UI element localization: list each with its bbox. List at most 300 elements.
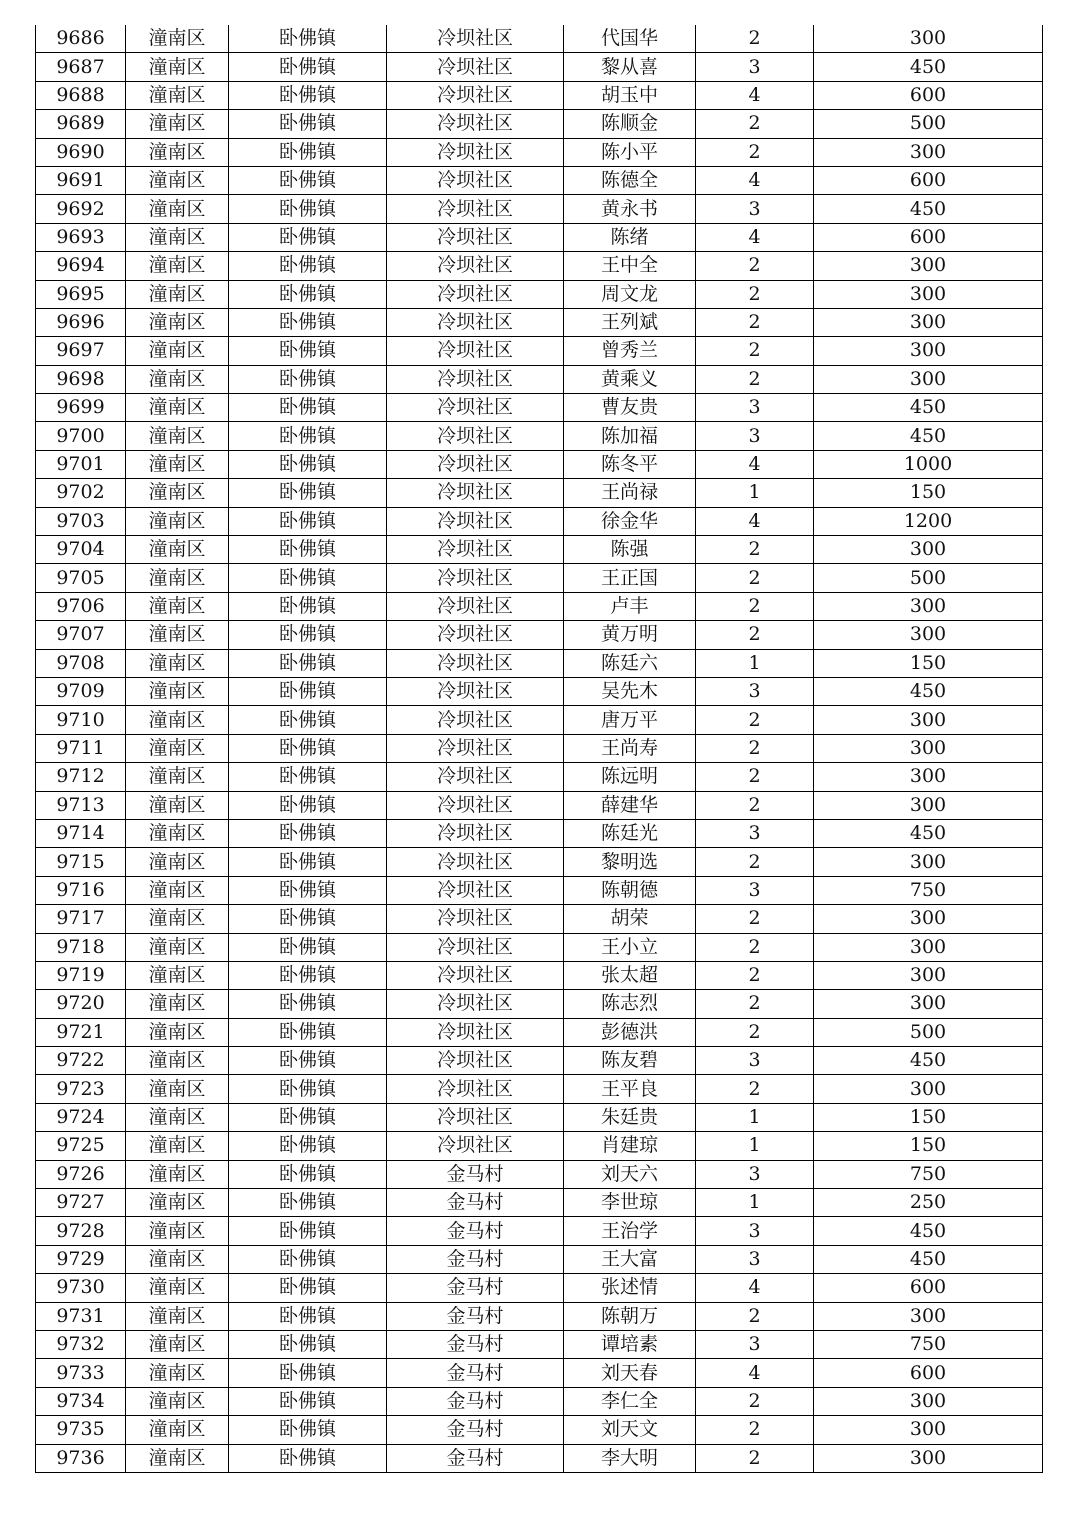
row-number-cell: 9692: [36, 195, 126, 223]
name-cell: 陈廷六: [564, 649, 696, 677]
name-cell: 陈志烈: [564, 990, 696, 1018]
name-cell: 王尚寿: [564, 734, 696, 762]
district-cell: 潼南区: [126, 791, 229, 819]
table-row: [36, 933, 1043, 961]
row-number-cell: 9709: [36, 677, 126, 705]
household-size-cell: 1: [696, 479, 814, 507]
household-size-cell: 3: [696, 1047, 814, 1075]
amount-cell: 300: [814, 848, 1043, 876]
amount-cell: 500: [814, 1018, 1043, 1046]
amount-cell: 300: [814, 706, 1043, 734]
district-cell: 潼南区: [126, 1387, 229, 1415]
amount-cell: 300: [814, 905, 1043, 933]
name-cell: 陈远明: [564, 763, 696, 791]
amount-cell: 600: [814, 223, 1043, 251]
district-cell: 潼南区: [126, 25, 229, 53]
name-cell: 唐万平: [564, 706, 696, 734]
table-row: [36, 1359, 1043, 1387]
table-row: [36, 905, 1043, 933]
district-cell: 潼南区: [126, 53, 229, 81]
community-cell: 冷坝社区: [387, 479, 564, 507]
household-size-cell: 2: [696, 734, 814, 762]
name-cell: 陈加福: [564, 422, 696, 450]
district-cell: 潼南区: [126, 536, 229, 564]
town-cell: 卧佛镇: [229, 450, 387, 478]
community-cell: 冷坝社区: [387, 1132, 564, 1160]
town-cell: 卧佛镇: [229, 876, 387, 904]
town-cell: 卧佛镇: [229, 1103, 387, 1131]
amount-cell: 450: [814, 53, 1043, 81]
district-cell: 潼南区: [126, 1103, 229, 1131]
community-cell: 冷坝社区: [387, 536, 564, 564]
amount-cell: 450: [814, 1217, 1043, 1245]
household-size-cell: 2: [696, 763, 814, 791]
household-size-cell: 3: [696, 819, 814, 847]
household-size-cell: 2: [696, 706, 814, 734]
household-size-cell: 2: [696, 110, 814, 138]
amount-cell: 300: [814, 734, 1043, 762]
table-row: [36, 990, 1043, 1018]
household-size-cell: 2: [696, 365, 814, 393]
town-cell: 卧佛镇: [229, 706, 387, 734]
town-cell: 卧佛镇: [229, 280, 387, 308]
town-cell: 卧佛镇: [229, 564, 387, 592]
household-size-cell: 2: [696, 621, 814, 649]
town-cell: 卧佛镇: [229, 1245, 387, 1273]
name-cell: 黄万明: [564, 621, 696, 649]
name-cell: 陈小平: [564, 138, 696, 166]
name-cell: 胡荣: [564, 905, 696, 933]
household-size-cell: 3: [696, 53, 814, 81]
table-row: [36, 819, 1043, 847]
name-cell: 黄乘义: [564, 365, 696, 393]
name-cell: 王中全: [564, 252, 696, 280]
table-row: [36, 564, 1043, 592]
household-size-cell: 4: [696, 166, 814, 194]
town-cell: 卧佛镇: [229, 1160, 387, 1188]
community-cell: 冷坝社区: [387, 1075, 564, 1103]
community-cell: 冷坝社区: [387, 933, 564, 961]
town-cell: 卧佛镇: [229, 1444, 387, 1472]
row-number-cell: 9719: [36, 961, 126, 989]
table-row: [36, 308, 1043, 336]
household-size-cell: 2: [696, 1075, 814, 1103]
row-number-cell: 9706: [36, 592, 126, 620]
name-cell: 曾秀兰: [564, 337, 696, 365]
district-cell: 潼南区: [126, 933, 229, 961]
row-number-cell: 9716: [36, 876, 126, 904]
town-cell: 卧佛镇: [229, 1132, 387, 1160]
community-cell: 金马村: [387, 1217, 564, 1245]
district-cell: 潼南区: [126, 195, 229, 223]
household-size-cell: 4: [696, 507, 814, 535]
amount-cell: 300: [814, 621, 1043, 649]
community-cell: 冷坝社区: [387, 223, 564, 251]
name-cell: 徐金华: [564, 507, 696, 535]
town-cell: 卧佛镇: [229, 1189, 387, 1217]
table-row: [36, 1075, 1043, 1103]
town-cell: 卧佛镇: [229, 1359, 387, 1387]
household-size-cell: 3: [696, 394, 814, 422]
community-cell: 冷坝社区: [387, 592, 564, 620]
household-size-cell: 1: [696, 649, 814, 677]
row-number-cell: 9704: [36, 536, 126, 564]
district-cell: 潼南区: [126, 1302, 229, 1330]
name-cell: 陈冬平: [564, 450, 696, 478]
household-size-cell: 4: [696, 450, 814, 478]
district-cell: 潼南区: [126, 1189, 229, 1217]
community-cell: 冷坝社区: [387, 1018, 564, 1046]
amount-cell: 450: [814, 422, 1043, 450]
town-cell: 卧佛镇: [229, 1416, 387, 1444]
row-number-cell: 9686: [36, 25, 126, 53]
household-size-cell: 2: [696, 990, 814, 1018]
name-cell: 薛建华: [564, 791, 696, 819]
town-cell: 卧佛镇: [229, 791, 387, 819]
name-cell: 刘天文: [564, 1416, 696, 1444]
household-size-cell: 3: [696, 195, 814, 223]
row-number-cell: 9723: [36, 1075, 126, 1103]
district-cell: 潼南区: [126, 422, 229, 450]
name-cell: 李仁全: [564, 1387, 696, 1415]
row-number-cell: 9691: [36, 166, 126, 194]
table-row: [36, 1047, 1043, 1075]
name-cell: 刘天六: [564, 1160, 696, 1188]
community-cell: 冷坝社区: [387, 677, 564, 705]
community-cell: 冷坝社区: [387, 876, 564, 904]
name-cell: 陈德全: [564, 166, 696, 194]
community-cell: 金马村: [387, 1160, 564, 1188]
row-number-cell: 9720: [36, 990, 126, 1018]
community-cell: 冷坝社区: [387, 394, 564, 422]
community-cell: 冷坝社区: [387, 848, 564, 876]
household-size-cell: 1: [696, 1189, 814, 1217]
household-size-cell: 2: [696, 791, 814, 819]
community-cell: 冷坝社区: [387, 621, 564, 649]
amount-cell: 450: [814, 394, 1043, 422]
district-cell: 潼南区: [126, 1047, 229, 1075]
community-cell: 冷坝社区: [387, 763, 564, 791]
district-cell: 潼南区: [126, 990, 229, 1018]
table-row: [36, 25, 1043, 53]
district-cell: 潼南区: [126, 734, 229, 762]
district-cell: 潼南区: [126, 649, 229, 677]
row-number-cell: 9734: [36, 1387, 126, 1415]
community-cell: 冷坝社区: [387, 110, 564, 138]
row-number-cell: 9697: [36, 337, 126, 365]
name-cell: 吴先木: [564, 677, 696, 705]
district-cell: 潼南区: [126, 252, 229, 280]
table-row: [36, 1330, 1043, 1358]
row-number-cell: 9727: [36, 1189, 126, 1217]
household-size-cell: 3: [696, 677, 814, 705]
amount-cell: 450: [814, 1047, 1043, 1075]
community-cell: 金马村: [387, 1330, 564, 1358]
household-size-cell: 2: [696, 1416, 814, 1444]
table-row: [36, 110, 1043, 138]
community-cell: 冷坝社区: [387, 53, 564, 81]
table-row: [36, 592, 1043, 620]
amount-cell: 300: [814, 252, 1043, 280]
amount-cell: 1000: [814, 450, 1043, 478]
amount-cell: 300: [814, 280, 1043, 308]
community-cell: 冷坝社区: [387, 990, 564, 1018]
table-row: [36, 450, 1043, 478]
district-cell: 潼南区: [126, 677, 229, 705]
community-cell: 金马村: [387, 1359, 564, 1387]
name-cell: 黄永书: [564, 195, 696, 223]
town-cell: 卧佛镇: [229, 649, 387, 677]
table-row: [36, 1132, 1043, 1160]
table-row: [36, 1416, 1043, 1444]
amount-cell: 300: [814, 1387, 1043, 1415]
town-cell: 卧佛镇: [229, 337, 387, 365]
town-cell: 卧佛镇: [229, 1075, 387, 1103]
row-number-cell: 9713: [36, 791, 126, 819]
amount-cell: 300: [814, 592, 1043, 620]
name-cell: 肖建琼: [564, 1132, 696, 1160]
household-size-cell: 2: [696, 252, 814, 280]
table-row: [36, 848, 1043, 876]
community-cell: 冷坝社区: [387, 450, 564, 478]
table-row: [36, 1103, 1043, 1131]
district-cell: 潼南区: [126, 1330, 229, 1358]
district-cell: 潼南区: [126, 337, 229, 365]
district-cell: 潼南区: [126, 507, 229, 535]
household-size-cell: 3: [696, 422, 814, 450]
table-row: [36, 166, 1043, 194]
community-cell: 冷坝社区: [387, 81, 564, 109]
household-size-cell: 2: [696, 536, 814, 564]
household-size-cell: 3: [696, 1330, 814, 1358]
row-number-cell: 9732: [36, 1330, 126, 1358]
table-row: [36, 1018, 1043, 1046]
table-row: [36, 479, 1043, 507]
amount-cell: 150: [814, 1132, 1043, 1160]
table-row: [36, 507, 1043, 535]
community-cell: 金马村: [387, 1416, 564, 1444]
community-cell: 冷坝社区: [387, 706, 564, 734]
district-cell: 潼南区: [126, 1132, 229, 1160]
name-cell: 张太超: [564, 961, 696, 989]
district-cell: 潼南区: [126, 394, 229, 422]
town-cell: 卧佛镇: [229, 1018, 387, 1046]
town-cell: 卧佛镇: [229, 223, 387, 251]
household-size-cell: 1: [696, 1132, 814, 1160]
town-cell: 卧佛镇: [229, 905, 387, 933]
district-cell: 潼南区: [126, 1245, 229, 1273]
name-cell: 陈友碧: [564, 1047, 696, 1075]
table-row: [36, 1160, 1043, 1188]
community-cell: 冷坝社区: [387, 564, 564, 592]
table-row: [36, 365, 1043, 393]
row-number-cell: 9693: [36, 223, 126, 251]
row-number-cell: 9735: [36, 1416, 126, 1444]
community-cell: 冷坝社区: [387, 25, 564, 53]
town-cell: 卧佛镇: [229, 138, 387, 166]
town-cell: 卧佛镇: [229, 308, 387, 336]
row-number-cell: 9708: [36, 649, 126, 677]
table-row: [36, 252, 1043, 280]
name-cell: 王列斌: [564, 308, 696, 336]
community-cell: 金马村: [387, 1245, 564, 1273]
community-cell: 冷坝社区: [387, 819, 564, 847]
district-cell: 潼南区: [126, 280, 229, 308]
row-number-cell: 9694: [36, 252, 126, 280]
household-size-cell: 3: [696, 1217, 814, 1245]
amount-cell: 600: [814, 81, 1043, 109]
household-size-cell: 2: [696, 933, 814, 961]
district-cell: 潼南区: [126, 621, 229, 649]
amount-cell: 1200: [814, 507, 1043, 535]
community-cell: 冷坝社区: [387, 308, 564, 336]
table-row: [36, 1189, 1043, 1217]
name-cell: 胡玉中: [564, 81, 696, 109]
table-row: [36, 649, 1043, 677]
town-cell: 卧佛镇: [229, 507, 387, 535]
community-cell: 冷坝社区: [387, 166, 564, 194]
name-cell: 陈绪: [564, 223, 696, 251]
town-cell: 卧佛镇: [229, 848, 387, 876]
name-cell: 黎从喜: [564, 53, 696, 81]
community-cell: 冷坝社区: [387, 138, 564, 166]
table-row: [36, 422, 1043, 450]
district-cell: 潼南区: [126, 905, 229, 933]
table-row: [36, 706, 1043, 734]
row-number-cell: 9711: [36, 734, 126, 762]
table-row: [36, 791, 1043, 819]
town-cell: 卧佛镇: [229, 1217, 387, 1245]
community-cell: 冷坝社区: [387, 365, 564, 393]
district-cell: 潼南区: [126, 819, 229, 847]
community-cell: 金马村: [387, 1444, 564, 1472]
table-row: [36, 394, 1043, 422]
district-cell: 潼南区: [126, 592, 229, 620]
community-cell: 冷坝社区: [387, 961, 564, 989]
household-size-cell: 2: [696, 337, 814, 365]
table-row: [36, 621, 1043, 649]
amount-cell: 450: [814, 819, 1043, 847]
district-cell: 潼南区: [126, 81, 229, 109]
district-cell: 潼南区: [126, 706, 229, 734]
community-cell: 金马村: [387, 1302, 564, 1330]
table-row: [36, 81, 1043, 109]
community-cell: 金马村: [387, 1274, 564, 1302]
amount-cell: 300: [814, 365, 1043, 393]
town-cell: 卧佛镇: [229, 763, 387, 791]
row-number-cell: 9731: [36, 1302, 126, 1330]
row-number-cell: 9725: [36, 1132, 126, 1160]
name-cell: 陈廷光: [564, 819, 696, 847]
row-number-cell: 9690: [36, 138, 126, 166]
table-row: [36, 1444, 1043, 1472]
name-cell: 陈顺金: [564, 110, 696, 138]
name-cell: 刘天春: [564, 1359, 696, 1387]
household-size-cell: 2: [696, 1018, 814, 1046]
amount-cell: 450: [814, 195, 1043, 223]
town-cell: 卧佛镇: [229, 621, 387, 649]
row-number-cell: 9728: [36, 1217, 126, 1245]
community-cell: 冷坝社区: [387, 422, 564, 450]
name-cell: 李世琼: [564, 1189, 696, 1217]
district-cell: 潼南区: [126, 166, 229, 194]
name-cell: 陈强: [564, 536, 696, 564]
household-size-cell: 2: [696, 1444, 814, 1472]
community-cell: 冷坝社区: [387, 905, 564, 933]
row-number-cell: 9710: [36, 706, 126, 734]
row-number-cell: 9722: [36, 1047, 126, 1075]
amount-cell: 300: [814, 961, 1043, 989]
household-size-cell: 3: [696, 1160, 814, 1188]
district-cell: 潼南区: [126, 1359, 229, 1387]
name-cell: 王小立: [564, 933, 696, 961]
amount-cell: 300: [814, 1075, 1043, 1103]
amount-cell: 450: [814, 1245, 1043, 1273]
district-cell: 潼南区: [126, 1075, 229, 1103]
row-number-cell: 9695: [36, 280, 126, 308]
row-number-cell: 9717: [36, 905, 126, 933]
town-cell: 卧佛镇: [229, 422, 387, 450]
row-number-cell: 9707: [36, 621, 126, 649]
town-cell: 卧佛镇: [229, 1274, 387, 1302]
table-row: [36, 138, 1043, 166]
town-cell: 卧佛镇: [229, 394, 387, 422]
town-cell: 卧佛镇: [229, 933, 387, 961]
table-row: [36, 1274, 1043, 1302]
amount-cell: 300: [814, 1416, 1043, 1444]
community-cell: 冷坝社区: [387, 252, 564, 280]
name-cell: 卢丰: [564, 592, 696, 620]
amount-cell: 600: [814, 1274, 1043, 1302]
household-size-cell: 4: [696, 81, 814, 109]
town-cell: 卧佛镇: [229, 479, 387, 507]
amount-cell: 300: [814, 138, 1043, 166]
district-cell: 潼南区: [126, 876, 229, 904]
amount-cell: 750: [814, 876, 1043, 904]
district-cell: 潼南区: [126, 1444, 229, 1472]
row-number-cell: 9714: [36, 819, 126, 847]
district-cell: 潼南区: [126, 1018, 229, 1046]
household-size-cell: 4: [696, 1274, 814, 1302]
row-number-cell: 9729: [36, 1245, 126, 1273]
name-cell: 王平良: [564, 1075, 696, 1103]
amount-cell: 300: [814, 1302, 1043, 1330]
community-cell: 金马村: [387, 1387, 564, 1415]
table-row: [36, 280, 1043, 308]
district-cell: 潼南区: [126, 1160, 229, 1188]
amount-cell: 300: [814, 933, 1043, 961]
row-number-cell: 9733: [36, 1359, 126, 1387]
name-cell: 陈朝德: [564, 876, 696, 904]
amount-cell: 300: [814, 337, 1043, 365]
name-cell: 黎明选: [564, 848, 696, 876]
community-cell: 冷坝社区: [387, 507, 564, 535]
name-cell: 李大明: [564, 1444, 696, 1472]
household-size-cell: 2: [696, 25, 814, 53]
row-number-cell: 9702: [36, 479, 126, 507]
name-cell: 代国华: [564, 25, 696, 53]
row-number-cell: 9688: [36, 81, 126, 109]
name-cell: 陈朝万: [564, 1302, 696, 1330]
community-cell: 冷坝社区: [387, 649, 564, 677]
household-size-cell: 4: [696, 1359, 814, 1387]
table-row: [36, 876, 1043, 904]
table-row: [36, 195, 1043, 223]
town-cell: 卧佛镇: [229, 734, 387, 762]
household-size-cell: 2: [696, 961, 814, 989]
table-row: [36, 53, 1043, 81]
town-cell: 卧佛镇: [229, 81, 387, 109]
